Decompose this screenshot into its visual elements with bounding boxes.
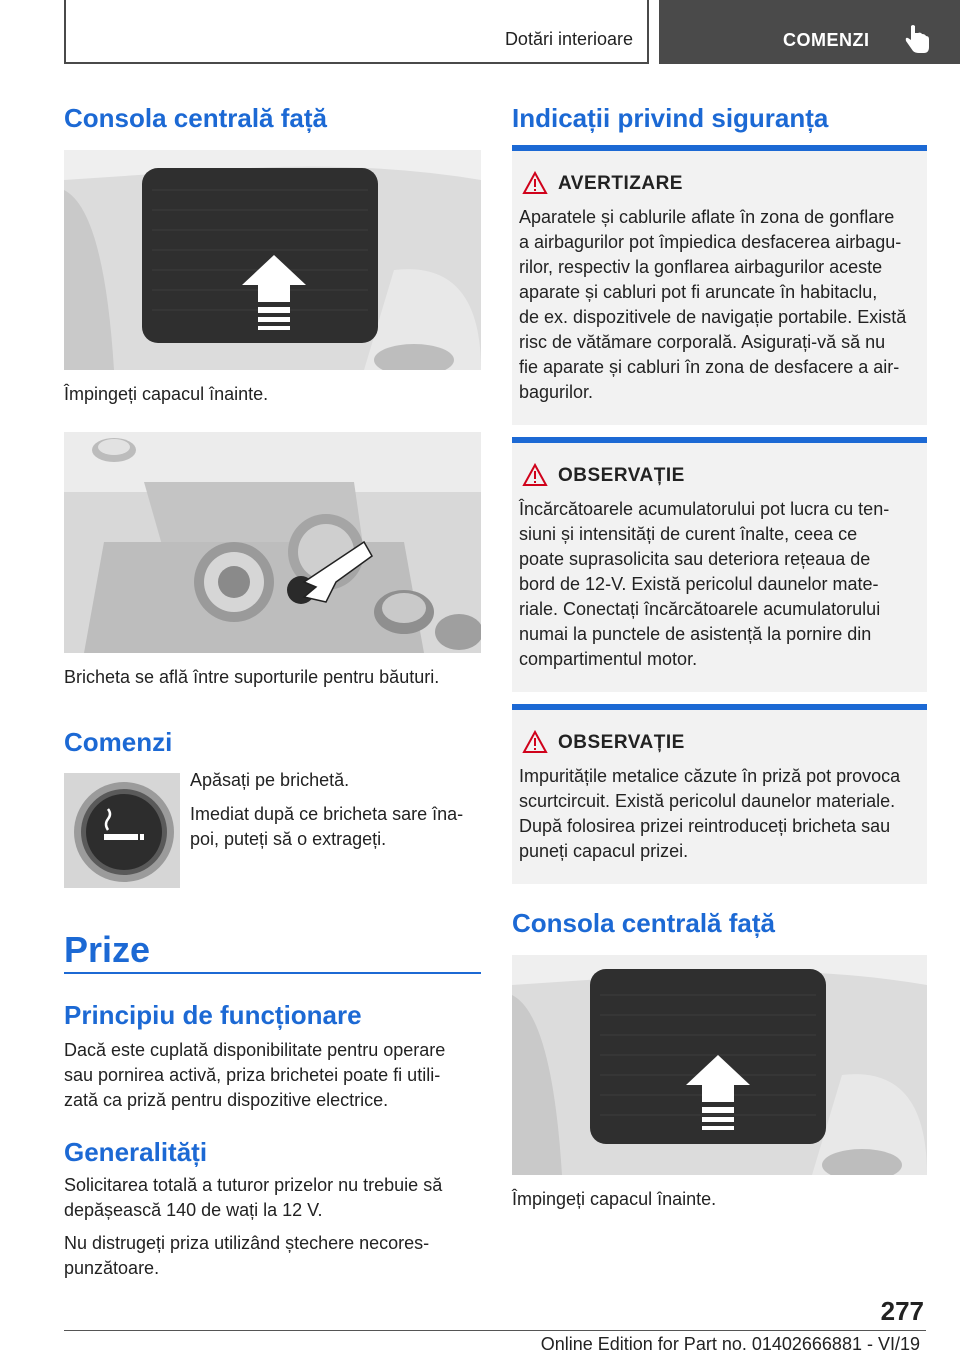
text-line: Aparatele și cablurile aflate în zona de gonflare [519, 207, 895, 227]
notice-observation-title: OBSERVAȚIE [558, 732, 685, 753]
heading-operating-principle: Principiu de funcționare [64, 1000, 362, 1030]
heading-front-console: Consola centrală față [64, 103, 327, 133]
text-line: bagurilor. [519, 382, 594, 402]
text-line: Încărcătoarele acumulatorului pot lucra cu ten- [519, 499, 890, 519]
page-number: 277 [880, 1296, 924, 1326]
text-line: riale. Conectați încărcătoarele acumulatorului [519, 599, 881, 619]
text-line: Solicitarea totală a tuturor prizelor nu trebuie să [64, 1175, 443, 1195]
control-step-extract-2: poi, puteți să o extrageți. [190, 829, 387, 849]
text-line: punzătoare. [64, 1258, 160, 1278]
text-line: siuni și intensități de curent înalte, ceea ce [519, 524, 858, 544]
paragraph-load-limit [64, 1173, 442, 1223]
caption-push-cover: Împingeți capacul înainte. [64, 384, 269, 404]
text-line: a airbagurilor pot împiedica desfacerea airbagu- [519, 232, 902, 252]
text-line: fie aparate și cabluri în zona de desfacere a air- [519, 357, 900, 377]
heading-safety: Indicații privind siguranța [512, 103, 829, 133]
paragraph-plugs [64, 1231, 429, 1281]
heading-front-console-2: Consola centrală față [512, 908, 775, 938]
paragraph-principle [64, 1038, 445, 1113]
text-line: Impuritățile metalice căzute în priză pot provoca [519, 766, 901, 786]
text-line: de ex. dispozitivele de navigație portabile. Există [519, 307, 907, 327]
control-step-extract-1: Imediat după ce bricheta sare îna- [190, 804, 464, 824]
text-line: rilor, respectiv la gonflarea airbagurilor aceste [519, 257, 883, 277]
photo-cupholders [64, 432, 481, 653]
text-line: depășească 140 de wați la 12 V. [64, 1200, 323, 1220]
heading-sockets: Prize [64, 929, 151, 970]
text-line: sau pornirea activă, priza brichetei poate fi utili- [64, 1065, 441, 1085]
warning-triangle-icon [522, 463, 548, 487]
header-chapter-title: COMENZI [783, 30, 870, 50]
header-chapter-tab [659, 0, 960, 64]
heading-general: Generalități [64, 1137, 208, 1167]
photo-console-cover-2 [512, 955, 927, 1175]
text-line: numai la punctele de asistență la pornire din [519, 624, 872, 644]
footer-edition-text: Online Edition for Part no. 01402666881 - VI/19 [535, 1334, 920, 1354]
caption-push-cover-2: Împingeți capacul înainte. [512, 1189, 717, 1209]
text-line: Nu distrugeți priza utilizând ștechere necores- [64, 1233, 430, 1253]
text-line: Dacă este cuplată disponibilitate pentru operare [64, 1040, 446, 1060]
notice-observation-impurities [512, 704, 927, 884]
text-line: puneți capacul prizei. [519, 841, 689, 861]
text-line: zată ca priză pentru dispozitive electrice. [64, 1090, 389, 1110]
notice-warning [512, 145, 927, 425]
footer-rule [64, 1330, 926, 1331]
warning-triangle-icon [522, 171, 548, 195]
notice-observation-title: OBSERVAȚIE [558, 465, 685, 486]
control-step-press: Apăsați pe brichetă. [190, 770, 350, 790]
heading-controls: Comenzi [64, 727, 173, 757]
text-line: scurtcircuit. Există pericolul daunelor materiale. [519, 791, 896, 811]
notice-warning-title: AVERTIZARE [558, 173, 683, 194]
header-section-tab [64, 0, 649, 64]
text-line: compartimentul motor. [519, 649, 698, 669]
caption-lighter-location: Bricheta se află între suporturile pentru băuturi. [64, 667, 440, 687]
notice-observation-chargers [512, 437, 927, 692]
photo-console-cover [64, 150, 481, 370]
text-line: bord de 12-V. Există pericolul daunelor mate- [519, 574, 879, 594]
divider-sockets [64, 972, 481, 974]
text-line: După folosirea prizei reintroduceți bricheta sau [519, 816, 891, 836]
notice-warning-body [519, 205, 925, 405]
text-line: aparate și cabluri pot fi aruncate în habitaclu, [519, 282, 878, 302]
header-section-title: Dotări interioare [504, 29, 633, 49]
notice-observation-body [519, 497, 925, 672]
footer-edition [0, 1334, 960, 1355]
warning-triangle-icon [522, 730, 548, 754]
text-line: risc de vătămare corporală. Asigurați-vă să nu [519, 332, 886, 352]
notice-observation-body [519, 764, 925, 864]
photo-lighter-button [64, 773, 180, 888]
text-line: poate suprasolicita sau deteriora rețeaua de [519, 549, 871, 569]
hand-pointer-icon [905, 24, 931, 54]
